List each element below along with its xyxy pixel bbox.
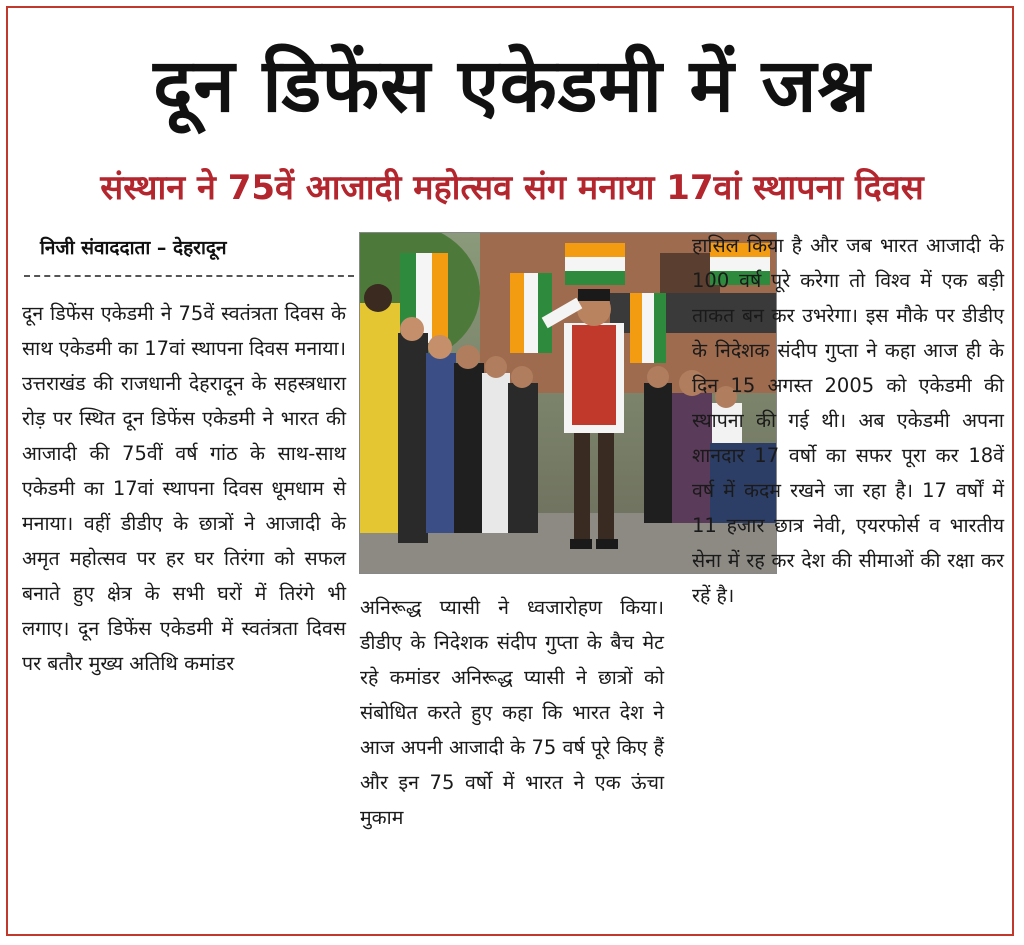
- article-column-1: [22, 296, 346, 681]
- article-column-2: [360, 590, 664, 835]
- article-column-3: [692, 228, 1004, 613]
- flag-icon: [630, 293, 666, 363]
- column-1-text: दून डिफेंस एकेडमी ने 75वें स्वतंत्रता दिवस के साथ एकेडमी का 17वां स्थापना दिवस मनाया। उत्तराखंड की राजधानी देहरादून के सहस्त्रधारा रोड़ पर स्थित दून डिफेंस एकेडमी ने भारत की आजादी की 75वीं वर्ष गांठ के साथ-साथ एकेडमी का 17वां स्थापना दिवस धूमधाम से मनाया। वहीं डीडीए के छात्रों ने आजादी के अमृत महोत्सव पर हर घर तिरंगा को सफल बनाते हुए क्षेत्र के सभी घरों में तिरंगे भी लगाए। दून डिफेंस एकेडमी में स्वतंत्रता दिवस पर बतौर मुख्य अतिथि कमांडर: [22, 302, 346, 675]
- byline: निजी संवाददाता – देहरादून: [40, 237, 227, 259]
- subheadline: संस्थान ने 75वें आजादी महोत्सव संग मनाया 17वां स्थापना दिवस: [100, 168, 924, 208]
- headline: दून डिफेंस एकेडमी में जश्न: [153, 43, 871, 129]
- byline-divider: [24, 275, 354, 277]
- flag-icon: [510, 273, 552, 353]
- flag-icon: [565, 243, 625, 285]
- column-3-text: हासिल किया है और जब भारत आजादी के 100 वर्ष पूरे करेगा तो विश्व में एक बड़ी ताकत बन कर उभरेगा। इस मौके पर डीडीए के निदेशक संदीप गुप्ता ने कहा आज ही के दिन 15 अगस्त 2005 को एकेडमी की स्थापना की गई थी। अब एकेडमी अपना शानदार 17 वर्षो का सफर पूरा कर 18वें वर्ष में कदम रखने जा रहा है। 17 वर्षों में 11 हजार छात्र नेवी, एयरफोर्स व भारतीय सेना में रह कर देश की सीमाओं की रक्षा कर रहें है।: [692, 234, 1004, 607]
- column-2-text: अनिरूद्ध प्यासी ने ध्वजारोहण किया। डीडीए के निदेशक संदीप गुप्ता के बैच मेट रहे कमांडर अनिरूद्ध प्यासी ने छात्रों को संबोधित करते हुए कहा कि भारत देश ने आज अपनी आजादी के 75 वर्ष पूरे किए हैं और इन 75 वर्षो में भारत ने एक ऊंचा मुकाम: [360, 596, 664, 829]
